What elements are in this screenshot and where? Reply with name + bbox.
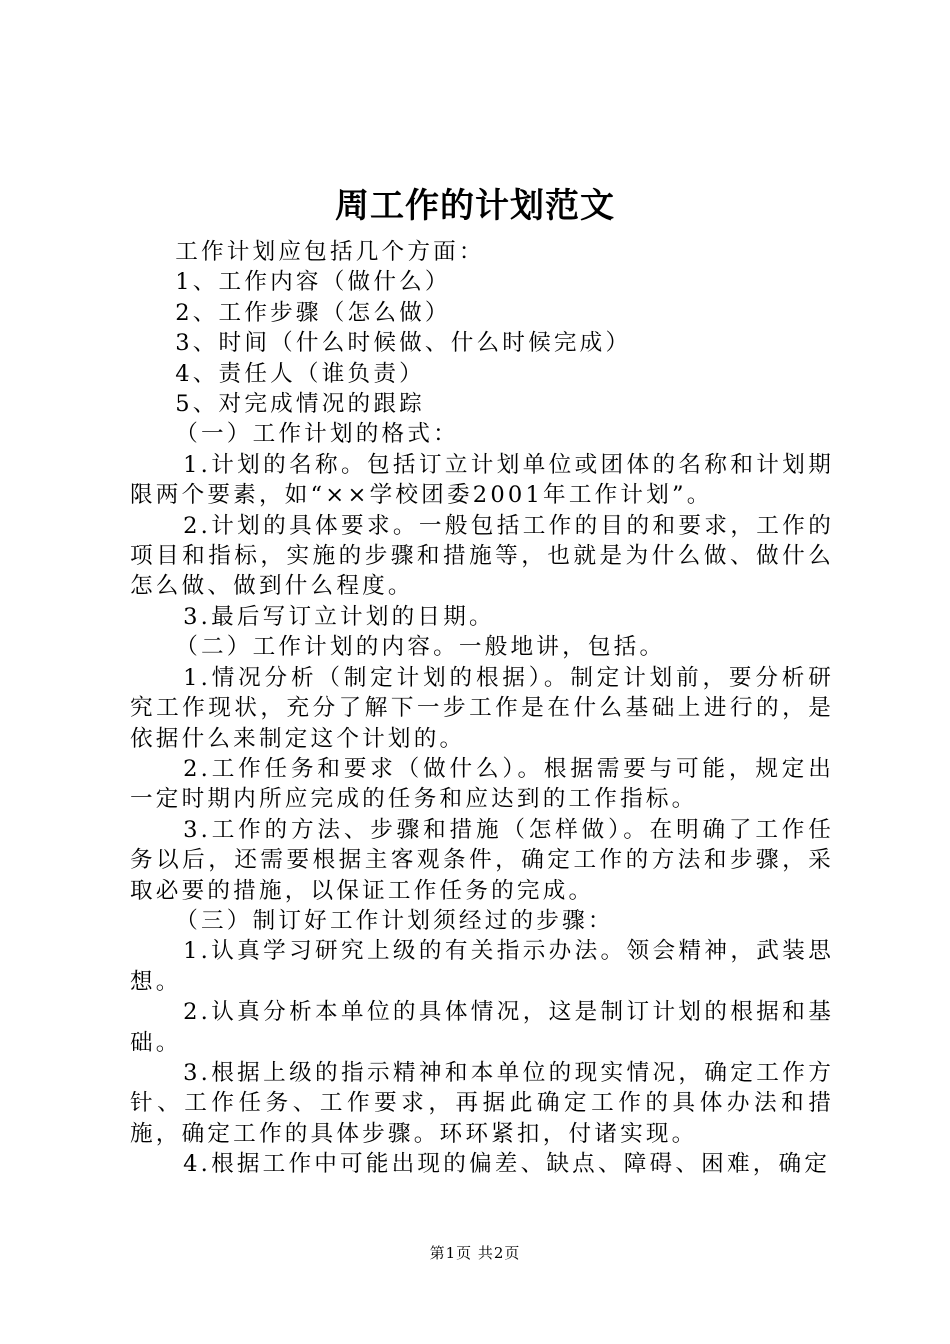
paragraph: 2.工作任务和要求（做什么）。根据需要与可能，规定出一定时期内所应完成的任务和应达到的工作指标。 [130,755,834,813]
paragraph: 工作计划应包括几个方面： [175,239,485,265]
paragraph: 4、责任人（谁负责） [175,360,425,387]
paragraph: 3.最后写订立计划的日期。 [183,603,495,630]
paragraph: 2.计划的具体要求。一般包括工作的目的和要求，工作的项目和指标，实施的步骤和措施等，也就是为什么做、做什么怎么做、做到什么程度。 [130,512,834,600]
paragraph: 2、工作步骤（怎么做） [175,299,451,326]
paragraph: 3.工作的方法、步骤和措施（怎样做）。在明确了工作任务以后，还需要根据主客观条件，确定工作的方法和步骤，采取必要的措施，以保证工作任务的完成。 [130,816,834,904]
paragraph: 1.情况分析（制定计划的根据）。制定计划前，要分析研究工作现状，充分了解下一步工作是在什么基础上进行的，是依据什么来制定这个计划的。 [130,664,834,752]
paragraph: 3.根据上级的指示精神和本单位的现实情况，确定工作方针、工作任务、工作要求，再据此确定工作的具体办法和措施，确定工作的具体步骤。环环紧扣，付诸实现。 [130,1059,834,1147]
paragraph: 1.认真学习研究上级的有关指示办法。领会精神，武装思想。 [130,938,834,995]
page-footer: 第1页 共2页 [429,1244,521,1262]
paragraph: 3、时间（什么时候做、什么时候完成） [175,330,632,357]
paragraph: （二）工作计划的内容。一般地讲，包括。 [175,634,666,661]
paragraph: （三）制订好工作计划须经过的步骤： [175,907,614,934]
paragraph: （一）工作计划的格式： [175,421,459,448]
paragraph: 2.认真分析本单位的具体情况，这是制订计划的根据和基础。 [130,999,834,1056]
paragraph: 5、对完成情况的跟踪 [175,391,425,418]
paragraph: 1.计划的名称。包括订立计划单位或团体的名称和计划期限两个要素，如“××学校团委2001年工作计划”。 [130,451,834,509]
document-body [130,237,834,1180]
paragraph: 4.根据工作中可能出现的偏差、缺点、障碍、困难，确定 [183,1151,831,1178]
paragraph: 1、工作内容（做什么） [175,269,451,296]
document-title: 周工作的计划范文 [335,186,615,226]
